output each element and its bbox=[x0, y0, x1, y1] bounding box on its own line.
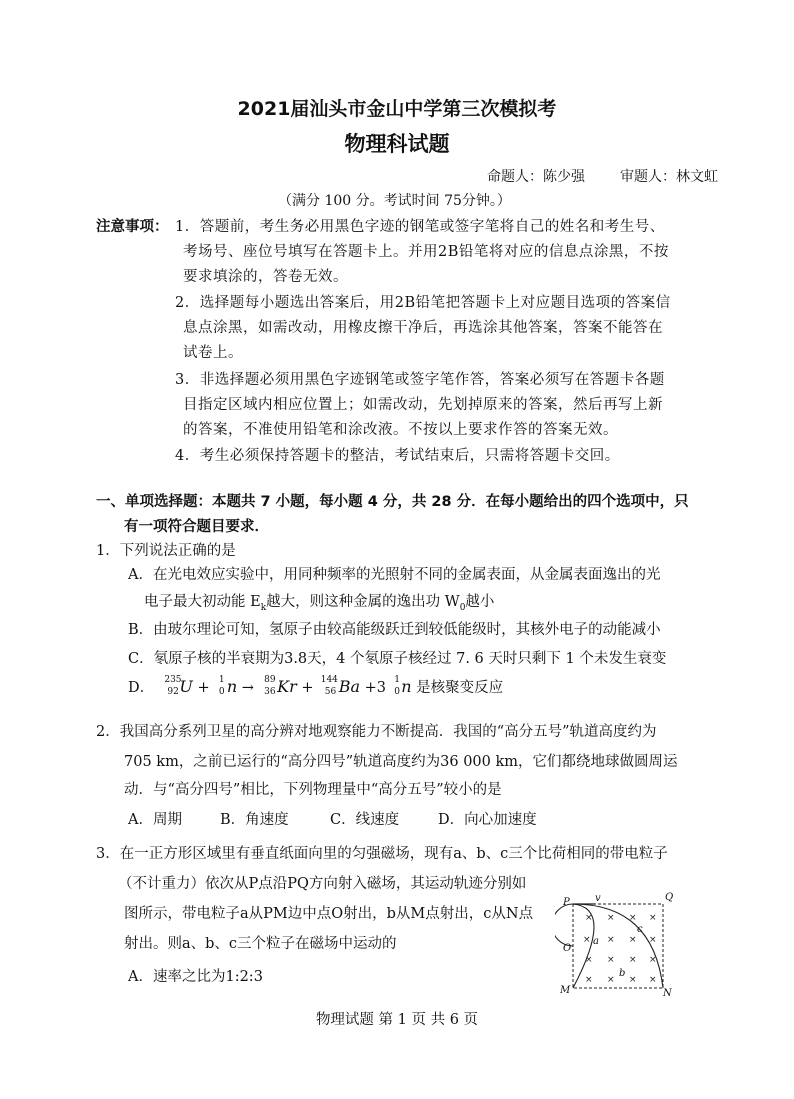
notice-line: 试卷上。 bbox=[183, 345, 243, 361]
nuclide-u: 235 92 U bbox=[164, 675, 193, 697]
notice-line: 目指定区域内相应位置上；如需改动，先划掉原来的答案，然后再写上新 bbox=[183, 397, 663, 413]
field-mark: × bbox=[585, 955, 593, 965]
q1-option-a-cont: 电子最大初动能 $E_k$越大，则这种金属的逸出功 $W_0$越小 bbox=[144, 594, 495, 613]
notice-line: 4．考生必须保持答题卡的整洁，考试结束后，只需将答题卡交回。 bbox=[175, 448, 620, 464]
field-mark: × bbox=[585, 913, 593, 923]
field-mark: × bbox=[629, 913, 637, 923]
field-mark: × bbox=[649, 955, 657, 965]
page-footer: 物理试题 第 1 页 共 6 页 bbox=[315, 1012, 479, 1028]
field-mark: × bbox=[607, 935, 615, 945]
nuclide-n: 1 0 n bbox=[218, 675, 238, 697]
q3-stem-line2: （不计重力）依次从P点沿PQ方向射入磁场，其运动轨迹分别如 bbox=[118, 876, 527, 892]
magnetic-field-figure bbox=[555, 890, 675, 1000]
setter: 命题人：陈少强 bbox=[487, 169, 585, 185]
notice-line: 要求填涂的，答卷无效。 bbox=[183, 269, 348, 285]
notice-line: 的答案，不准使用铅笔和涂改液。不按以上要求作答的答案无效。 bbox=[183, 422, 618, 438]
q2-stem-line1: 2．我国高分系列卫星的高分辨对地观察能力不断提高．我国的“高分五号”轨道高度约为 bbox=[96, 724, 657, 740]
field-mark: × bbox=[629, 975, 637, 985]
section-heading: 一、单项选择题：本题共 7 小题，每小题 4 分，共 28 分．在每小题给出的四个选项中，只 bbox=[96, 494, 689, 510]
notice-line: 3．非选择题必须用黑色字迹钢笔或签字笔作答，答案必须写在答题卡各题 bbox=[175, 372, 665, 388]
field-mark: × bbox=[649, 975, 657, 985]
q1-option-d: D． 235 92 U + 1 0 n → 89 36 Kr + 144 56 Ba +3 1 0 n 是核聚变反应 bbox=[128, 675, 504, 697]
trajectory-a bbox=[555, 904, 573, 946]
label-o: O bbox=[563, 943, 572, 954]
subject-title: 物理科试题 bbox=[344, 132, 450, 156]
nuclide-ba: 144 56 Ba bbox=[320, 675, 361, 697]
label-n: N bbox=[663, 988, 672, 999]
label-c: c bbox=[637, 924, 643, 935]
field-mark: × bbox=[607, 955, 615, 965]
field-mark: × bbox=[629, 935, 637, 945]
label-a: a bbox=[593, 936, 599, 947]
exam-title: 2021届汕头市金山中学第三次模拟考 bbox=[237, 98, 557, 120]
label-m: M bbox=[560, 985, 571, 996]
q3-option-a: A．速率之比为1:2:3 bbox=[128, 969, 263, 985]
q1-option-a: A．在光电效应实验中，用同种频率的光照射不同的金属表面，从金属表面逸出的光 bbox=[128, 567, 661, 583]
notice-line: 息点涂黑，如需改动，用橡皮擦干净后，再选涂其他答案，答案不能答在 bbox=[183, 320, 663, 336]
field-mark: × bbox=[585, 975, 593, 985]
notice-line: 考场号、座位号填写在答题卡上。并用2B铅笔将对应的信息点涂黑，不按 bbox=[183, 244, 669, 260]
full-score-note: （满分 100 分。考试时间 75分钟。） bbox=[278, 193, 511, 209]
label-b: b bbox=[619, 968, 626, 979]
field-mark: × bbox=[607, 975, 615, 985]
label-q: Q bbox=[665, 892, 674, 903]
section-heading-cont: 有一项符合题目要求． bbox=[124, 519, 269, 535]
q2-option-a: A．周期 bbox=[128, 812, 182, 828]
q3-stem-line3: 图所示，带电粒子a从PM边中点O射出，b从M点射出，c从N点 bbox=[124, 906, 534, 922]
field-mark: × bbox=[649, 913, 657, 923]
q1-option-b: B．由玻尔理论可知，氢原子由较高能级跃迁到较低能级时，其核外电子的动能减小 bbox=[128, 622, 661, 638]
field-mark: × bbox=[629, 955, 637, 965]
q2-option-b: B．角速度 bbox=[220, 812, 289, 828]
field-mark: × bbox=[649, 935, 657, 945]
q2-stem-line3: 动．与“高分四号”相比，下列物理量中“高分五号”较小的是 bbox=[124, 782, 502, 798]
q1-stem: 1．下列说法正确的是 bbox=[96, 543, 236, 559]
nuclide-kr: 89 36 Kr bbox=[264, 675, 297, 697]
q2-option-d: D．向心加速度 bbox=[438, 812, 537, 828]
label-v: v bbox=[595, 893, 601, 904]
notice-label: 注意事项： bbox=[96, 219, 169, 235]
reviewer: 审题人：林文虹 bbox=[620, 169, 718, 185]
q1-option-c: C．氡原子核的半衰期为3.8天，4 个氡原子核经过 7. 6 天时只剩下 1 个未发生衰变 bbox=[128, 651, 667, 667]
field-mark: × bbox=[583, 935, 591, 945]
notice-line: 2．选择题每小题选出答案后，用2B铅笔把答题卡上对应题目选项的答案信 bbox=[175, 295, 671, 311]
q3-stem-line1: 3．在一正方形区域里有垂直纸面向里的匀强磁场，现有a、b、c三个比荷相同的带电粒子 bbox=[96, 846, 668, 862]
field-mark: × bbox=[607, 913, 615, 923]
nuclide-n2: 1 0 n bbox=[394, 675, 412, 697]
q3-stem-line4: 射出。则a、b、c三个粒子在磁场中运动的 bbox=[124, 936, 397, 952]
q2-option-c: C．线速度 bbox=[330, 812, 400, 828]
label-p: P bbox=[563, 897, 570, 908]
q2-stem-line2: 705 km，之前已运行的“高分四号”轨道高度约为36 000 km，它们都绕地球做圆周运 bbox=[124, 754, 678, 770]
notice-line: 1．答题前，考生务必用黑色字迹的钢笔或签字笔将自己的姓名和考生号、 bbox=[175, 219, 665, 235]
